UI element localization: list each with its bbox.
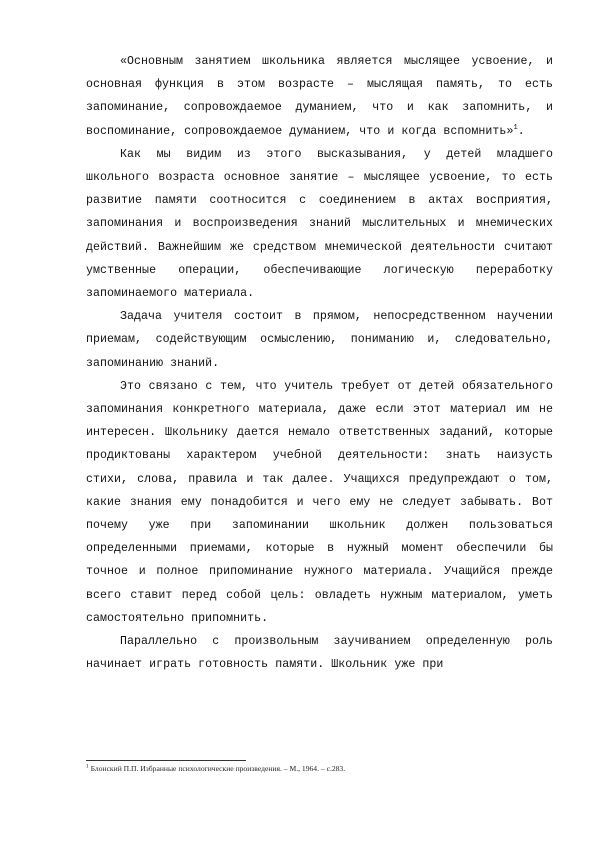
paragraph-3: Задача учителя состоит в прямом, непосредственном научении приемам, содействующим осмыслению, пониманию и, следовательно, запоминанию знаний. xyxy=(86,310,553,370)
footnote-text: Блонский П.П. Избранные психологические произведения. – М., 1964. – с.283. xyxy=(90,764,346,773)
footnote-reference: 1 xyxy=(513,123,518,132)
footnote xyxy=(86,764,553,774)
paragraph-quote-text: «Основным занятием школьника является мыслящее усвоение, и основная функция в этом возрасте – мыслящая память, то есть запоминание, сопровождаемое думанием, что и как запомнить, и воспоминание, сопровождаемое думанием, что и когда вспомнить» xyxy=(86,55,553,138)
body-text xyxy=(86,50,553,676)
paragraph-5: Параллельно с произвольным заучиванием определенную роль начинает играть готовность памяти. Школьник уже при xyxy=(86,635,553,672)
footnote-separator xyxy=(86,760,246,761)
paragraph-4: Это связано с тем, что учитель требует от детей обязательного запоминания конкретного материала, даже если этот материал им не интересен. Школьнику дается немало ответственных заданий, которые продиктованы характером учебной деятельности: знать наизусть стихи, слова, правила и так далее. Учащихся предупреждают о том, какие знания ему понадобится и чего ему не следует забывать. Вот почему уже при запоминании школьник должен пользоваться определенными приемами, которые в нужный момент обеспечили бы точное и полное припоминание нужного материала. Учащийся прежде всего ставит перед собой цель: овладеть нужным материалом, уметь самостоятельно припомнить. xyxy=(86,379,553,625)
paragraph-quote xyxy=(86,50,553,143)
paragraph-quote-end: . xyxy=(517,124,525,138)
footnote-mark: 1 xyxy=(86,763,89,770)
paragraph-2: Как мы видим из этого высказывания, у детей младшего школьного возраста основное занятие – мыслящее усвоение, то есть развитие памяти соотносится с соединением в актах восприятия, запоминания и воспроизведения знаний мыслительных и мнемических действий. Важнейшим же средством мнемической деятельности считают умственные операции, обеспечивающие логическую переработку запоминаемого материала. xyxy=(86,147,553,301)
